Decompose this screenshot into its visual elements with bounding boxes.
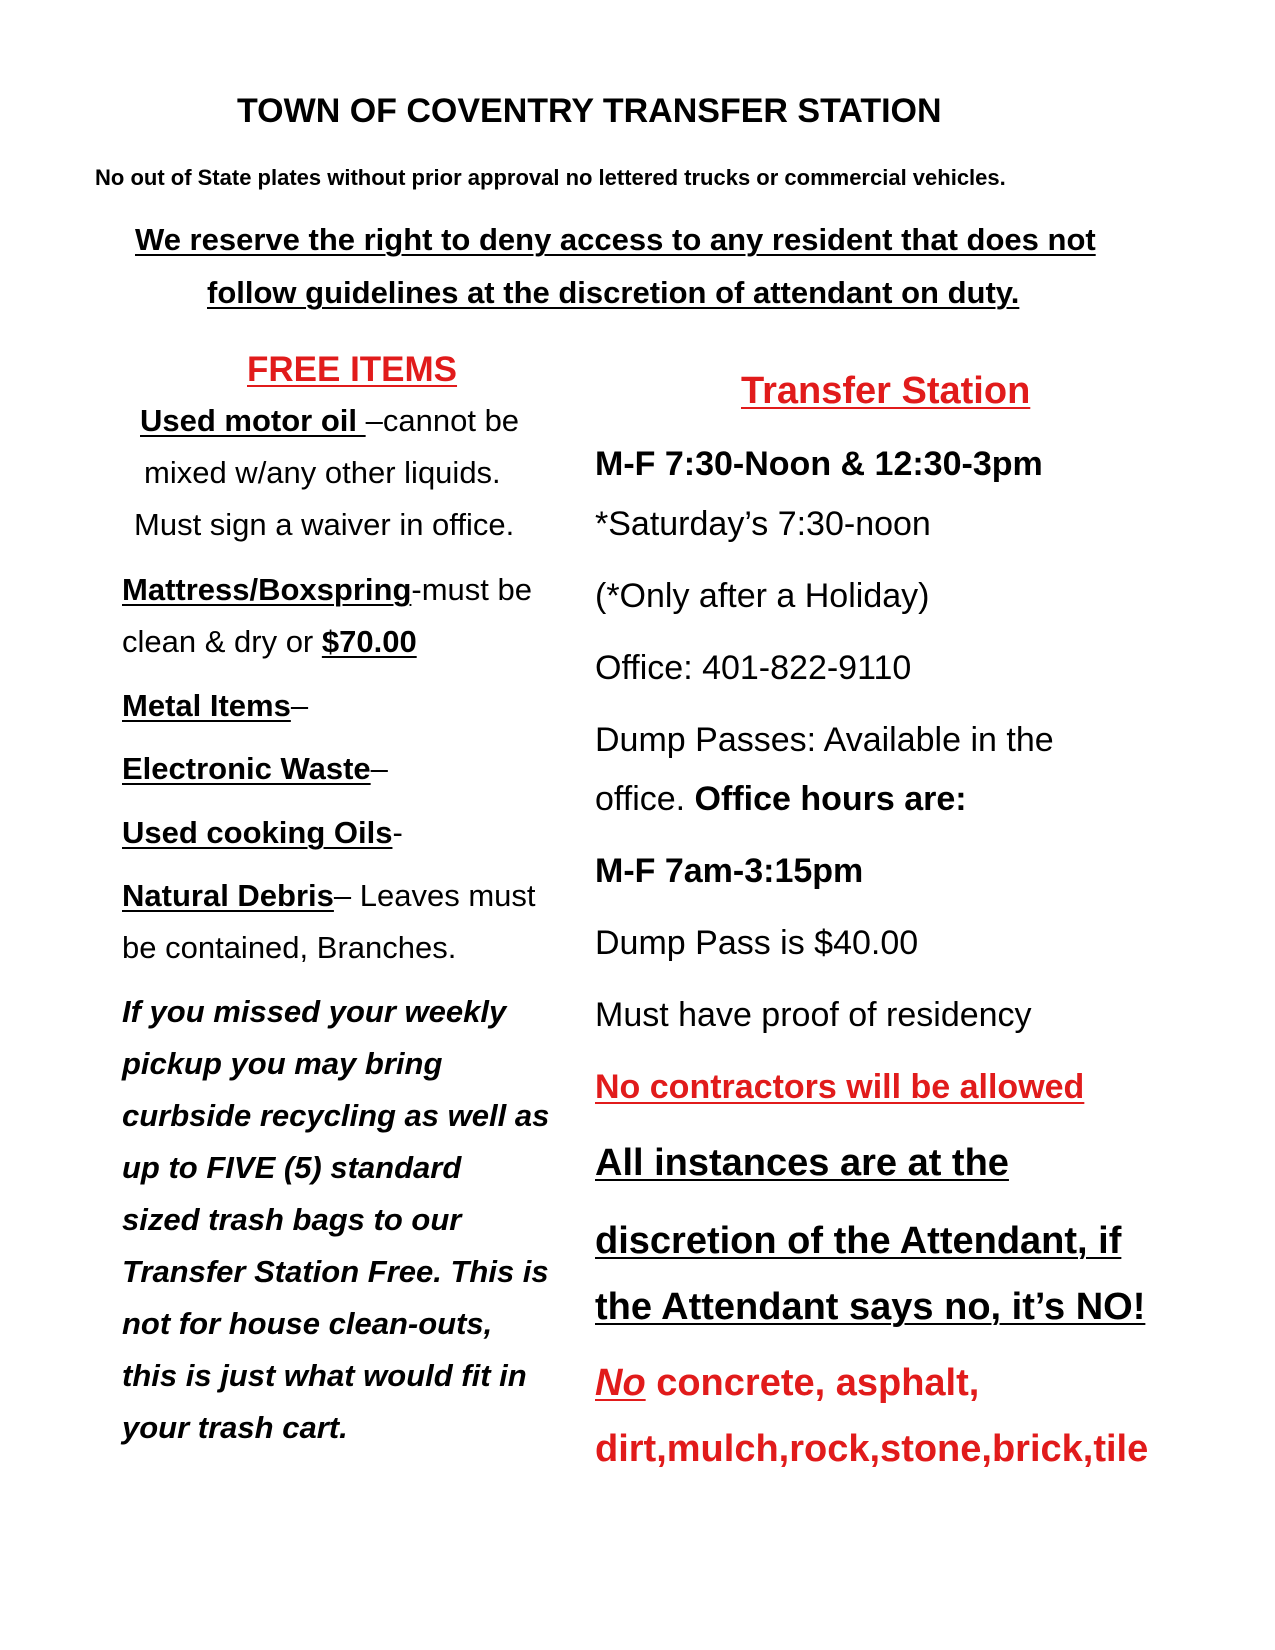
mattress-line-2: [122, 624, 417, 660]
missed-pickup-line-4: up to FIVE (5) standard: [122, 1150, 462, 1185]
metal-items-label: Metal Items: [122, 688, 291, 723]
dump-passes-line-1: Dump Passes: Available in the: [595, 721, 1054, 759]
free-items-heading: FREE ITEMS: [247, 350, 458, 389]
office-hours: M-F 7am-3:15pm: [595, 852, 864, 890]
missed-pickup-line-9: your trash cart.: [122, 1410, 348, 1445]
missed-pickup-line-2: pickup you may bring: [122, 1046, 443, 1081]
transfer-station-heading: Transfer Station: [741, 370, 1031, 412]
motor-oil-label: Used motor oil: [140, 403, 366, 438]
missed-pickup-line-1: If you missed your weekly: [122, 994, 507, 1029]
motor-oil-text: –cannot be: [365, 403, 520, 438]
missed-pickup-line-8: this is just what would fit in: [122, 1358, 527, 1393]
mattress-price: $70.00: [321, 624, 417, 659]
missed-pickup-line-7: not for house clean-outs,: [122, 1306, 493, 1341]
missed-pickup-line-5: sized trash bags to our: [122, 1202, 462, 1237]
motor-oil-line-1: [140, 403, 519, 439]
saturday-hours: *Saturday’s 7:30-noon: [595, 505, 931, 543]
office-hours-label: Office hours are:: [694, 780, 967, 818]
electronic-waste-label: Electronic Waste: [122, 751, 371, 786]
office-word: office.: [595, 780, 695, 818]
residency-requirement: Must have proof of residency: [595, 996, 1032, 1034]
office-phone: Office: 401-822-9110: [595, 649, 912, 687]
cooking-oils-label: Used cooking Oils: [122, 815, 393, 850]
metal-items-dash: –: [290, 688, 309, 723]
mattress-text: -must be: [411, 572, 533, 607]
natural-debris-line-2: be contained, Branches.: [122, 930, 457, 965]
natural-debris-line-1: [122, 878, 536, 914]
no-contractors-notice: No contractors will be allowed: [595, 1068, 1085, 1106]
electronic-waste-line: [122, 751, 388, 787]
natural-debris-text: – Leaves must: [333, 878, 536, 913]
electronic-waste-dash: –: [370, 751, 388, 786]
prohibited-materials-text: concrete, asphalt,: [645, 1362, 980, 1404]
mattress-condition: clean & dry or: [122, 624, 322, 659]
metal-items-line: [122, 688, 308, 724]
attendant-line-3: the Attendant says no, it’s NO!: [595, 1286, 1146, 1328]
missed-pickup-line-6: Transfer Station Free. This is: [122, 1254, 549, 1289]
cooking-oils-dash: -: [392, 815, 403, 850]
page-title: TOWN OF COVENTRY TRANSFER STATION: [237, 92, 942, 130]
cooking-oils-line: [122, 815, 403, 851]
station-hours: M-F 7:30-Noon & 12:30-3pm: [595, 445, 1043, 483]
mattress-label: Mattress/Boxspring: [122, 572, 412, 607]
motor-oil-line-2: mixed w/any other liquids.: [144, 455, 501, 490]
holiday-note: (*Only after a Holiday): [595, 577, 930, 615]
natural-debris-label: Natural Debris: [122, 878, 334, 913]
motor-oil-line-3: Must sign a waiver in office.: [134, 507, 515, 542]
attendant-line-1: All instances are at the: [595, 1142, 1009, 1184]
no-word: No: [595, 1362, 646, 1404]
mattress-line-1: [122, 572, 532, 608]
attendant-line-2: discretion of the Attendant, if: [595, 1220, 1122, 1262]
dump-pass-price: Dump Pass is $40.00: [595, 924, 919, 962]
access-warning-line-2: follow guidelines at the discretion of attendant on duty.: [207, 275, 1020, 310]
missed-pickup-line-3: curbside recycling as well as: [122, 1098, 550, 1133]
dump-passes-line-2: [595, 780, 967, 819]
vehicle-restriction-notice: No out of State plates without prior approval no lettered trucks or commercial vehicles.: [95, 165, 1006, 190]
prohibited-materials-line-2: dirt,mulch,rock,stone,brick,tile: [595, 1428, 1149, 1470]
access-warning-line-1: We reserve the right to deny access to any resident that does not: [135, 222, 1096, 257]
prohibited-materials-line-1: [595, 1362, 979, 1405]
